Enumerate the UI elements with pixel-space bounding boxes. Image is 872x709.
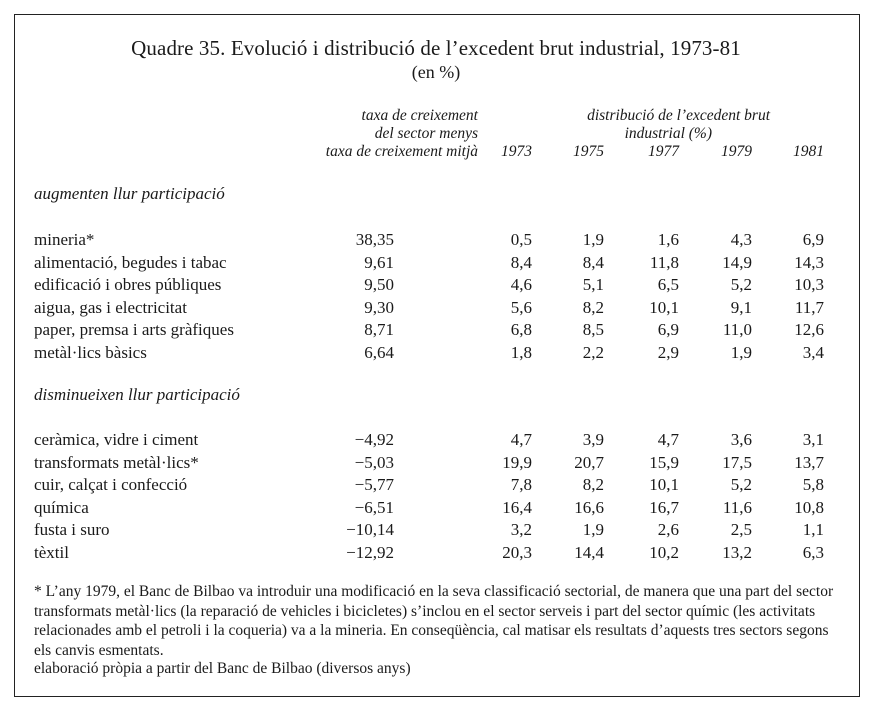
year-header-1973: 1973: [501, 143, 532, 160]
table-row: [0, 543, 872, 565]
distribution-value-1979: 1,9: [730, 343, 752, 362]
distribution-value-1981: 3,1: [802, 430, 824, 449]
distribution-value-1973: 19,9: [502, 452, 532, 472]
distribution-value-1977: 4,7: [657, 430, 679, 449]
growth-value: 9,50: [364, 275, 394, 295]
distribution-value-1973: 6,8: [510, 320, 532, 340]
distribution-value-1981: 1,1: [802, 520, 824, 540]
distribution-value-1979: 9,1: [730, 297, 752, 317]
row-label: metàl·lics bàsics: [34, 343, 147, 362]
distribution-value-1981: 13,7: [794, 452, 824, 472]
distribution-value-1975: 8,5: [582, 320, 604, 340]
distribution-value-1973: 4,6: [510, 275, 532, 295]
growth-value: −6,51: [354, 497, 394, 517]
distribution-value-1977: 16,7: [649, 497, 679, 517]
distribution-value-1975: 20,7: [574, 452, 604, 472]
distribution-value-1973: 8,4: [510, 252, 532, 272]
growth-header-line: taxa de creixement: [361, 107, 478, 124]
growth-value: −4,92: [354, 430, 394, 449]
distribution-value-1977: 6,5: [657, 275, 679, 295]
year-header-1977: 1977: [648, 143, 679, 160]
table-row: [0, 520, 872, 542]
distribution-value-1977: 11,8: [649, 252, 679, 272]
distribution-value-1981: 14,3: [794, 252, 824, 272]
table-row: [0, 498, 872, 520]
distribution-value-1979: 3,6: [730, 430, 752, 449]
distribution-header-line: industrial (%): [624, 125, 712, 142]
distribution-value-1979: 14,9: [722, 252, 752, 272]
distribution-value-1975: 2,2: [582, 343, 604, 362]
section-heading-decrease: disminueixen llur participació: [34, 385, 240, 404]
distribution-value-1973: 16,4: [502, 497, 532, 517]
distribution-value-1975: 14,4: [574, 543, 604, 562]
table-row: [0, 230, 872, 252]
row-label: alimentació, begudes i tabac: [34, 252, 227, 272]
distribution-value-1975: 1,9: [582, 230, 604, 249]
distribution-header-line: distribució de l’excedent brut: [587, 107, 770, 124]
distribution-value-1977: 10,1: [649, 297, 679, 317]
growth-header-line: taxa de creixement mitjà: [325, 143, 478, 160]
distribution-value-1977: 6,9: [657, 320, 679, 340]
year-header-1981: 1981: [793, 143, 824, 160]
table-row: [0, 298, 872, 320]
distribution-value-1981: 6,9: [802, 230, 824, 249]
row-label: mineria*: [34, 230, 95, 249]
table-row: [0, 453, 872, 475]
year-header-1979: 1979: [721, 143, 752, 160]
row-label: transformats metàl·lics*: [34, 452, 199, 472]
distribution-value-1975: 5,1: [582, 275, 604, 295]
distribution-value-1977: 15,9: [649, 452, 679, 472]
distribution-value-1977: 10,2: [649, 543, 679, 562]
row-label: fusta i suro: [34, 520, 110, 540]
row-label: aigua, gas i electricitat: [34, 297, 187, 317]
distribution-value-1973: 1,8: [510, 343, 532, 362]
distribution-column-header: [540, 107, 770, 143]
distribution-value-1975: 16,6: [574, 497, 604, 517]
table-title: Quadre 35. Evolució i distribució de l’excedent brut industrial, 1973-81: [131, 36, 741, 60]
distribution-value-1973: 20,3: [502, 543, 532, 562]
distribution-value-1981: 12,6: [794, 320, 824, 340]
distribution-value-1975: 8,4: [582, 252, 604, 272]
growth-value: −12,92: [346, 543, 394, 562]
distribution-value-1981: 10,3: [794, 275, 824, 295]
growth-value: −5,03: [354, 452, 394, 472]
distribution-value-1979: 2,5: [730, 520, 752, 540]
growth-value: 9,30: [364, 297, 394, 317]
distribution-value-1981: 3,4: [802, 343, 824, 362]
distribution-value-1981: 5,8: [802, 475, 824, 495]
distribution-value-1977: 2,9: [657, 343, 679, 362]
growth-column-header: [270, 107, 478, 161]
distribution-value-1979: 13,2: [722, 543, 752, 562]
table-row: [0, 343, 872, 365]
table-subtitle: (en %): [411, 62, 461, 82]
source-note: elaboració pròpia a partir del Banc de Bilbao (diversos anys): [34, 660, 411, 677]
table-row: [0, 430, 872, 452]
distribution-value-1975: 1,9: [582, 520, 604, 540]
distribution-value-1975: 8,2: [582, 475, 604, 495]
distribution-value-1981: 10,8: [794, 497, 824, 517]
distribution-value-1979: 11,6: [722, 497, 752, 517]
distribution-value-1977: 10,1: [649, 475, 679, 495]
distribution-value-1973: 0,5: [510, 230, 532, 249]
footnote: * L’any 1979, el Banc de Bilbao va introduir una modificació en la seva classificació sectorial, de manera que una part del sector transformats metàl·lics (la reparació de vehicles i bicicletes) s’inclou en el sector serveis i part del sector químic (les activitats relacionades amb el petroli i la coqueria) va a la mineria. En conseqüència, cal matisar els resultats d’aquests tres sectors segons els canvis esmentats.: [34, 583, 834, 659]
growth-value: 6,64: [364, 343, 394, 362]
table-row: [0, 275, 872, 297]
growth-value: 8,71: [364, 320, 394, 340]
distribution-value-1979: 11,0: [722, 320, 752, 340]
distribution-value-1977: 1,6: [657, 230, 679, 249]
distribution-value-1979: 17,5: [722, 452, 752, 472]
distribution-value-1979: 5,2: [730, 275, 752, 295]
row-label: edificació i obres públiques: [34, 275, 222, 295]
growth-value: −5,77: [354, 475, 394, 495]
distribution-value-1977: 2,6: [657, 520, 679, 540]
row-label: ceràmica, vidre i ciment: [34, 430, 199, 449]
table-row: [0, 320, 872, 342]
distribution-value-1973: 5,6: [510, 297, 532, 317]
distribution-value-1979: 5,2: [730, 475, 752, 495]
distribution-value-1975: 3,9: [582, 430, 604, 449]
distribution-value-1973: 3,2: [510, 520, 532, 540]
table-row: [0, 253, 872, 275]
distribution-value-1979: 4,3: [730, 230, 752, 249]
growth-value: 38,35: [355, 230, 394, 249]
row-label: tèxtil: [34, 543, 69, 562]
growth-header-line: del sector menys: [374, 125, 478, 142]
distribution-value-1981: 6,3: [802, 543, 824, 562]
growth-value: 9,61: [364, 252, 394, 272]
year-header-1975: 1975: [573, 143, 604, 160]
growth-value: −10,14: [346, 520, 394, 540]
distribution-value-1973: 7,8: [510, 475, 532, 495]
distribution-value-1975: 8,2: [582, 297, 604, 317]
section-heading-increase: augmenten llur participació: [34, 184, 225, 203]
row-label: paper, premsa i arts gràfiques: [34, 320, 234, 340]
distribution-value-1973: 4,7: [510, 430, 532, 449]
row-label: cuir, calçat i confecció: [34, 475, 188, 495]
row-label: química: [34, 497, 89, 517]
table-row: [0, 475, 872, 497]
distribution-value-1981: 11,7: [794, 297, 824, 317]
